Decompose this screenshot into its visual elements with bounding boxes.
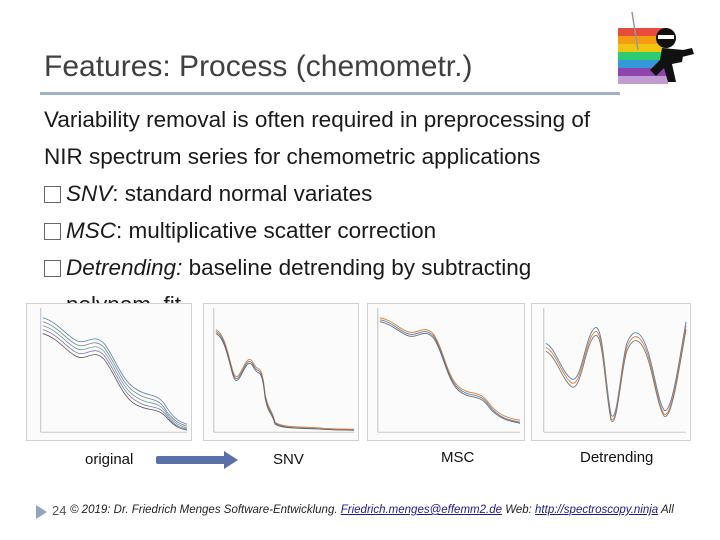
snv-spectra-image [203,303,359,441]
checkbox-bullet-icon [44,223,61,240]
footer-text: © 2019: Dr. Friedrich Menges Software-Entwicklung. Friedrich.menges@effemm2.de Web: http://spectroscopy.ninja All [70,504,674,516]
bullet-msc: MSC: multiplicative scatter correction [44,212,704,249]
bullet-desc: multiplicative scatter correction [122,218,437,243]
bullet-term: SNV [66,181,113,206]
email-link[interactable]: Friedrich.menges@effemm2.de [340,504,502,516]
msc-spectra-image [367,303,525,441]
caption-snv: SNV [273,451,304,468]
detrending-spectra-image [531,303,691,441]
caption-detrending: Detrending [580,449,654,466]
title-divider [40,92,620,95]
bullet-snv: SNV: standard normal variates [44,175,704,212]
website-link[interactable]: http://spectroscopy.ninja [535,504,659,516]
bullet-term: MSC [66,218,116,243]
bullet-desc: baseline detrending by subtracting [182,255,532,280]
bullet-term: Detrending: [66,255,183,280]
caption-msc: MSC [441,449,475,466]
intro-line-2: NIR spectrum series for chemometric applications [44,144,541,169]
intro-line-1: Variability removal is often required in preprocessing of [44,107,591,132]
triangle-marker-icon [36,505,47,519]
slide-title: Features: Process (chemometr.) [44,50,473,83]
caption-original: original [85,451,134,468]
checkbox-bullet-icon [44,260,61,277]
rainbow-ninja-logo [612,10,698,96]
slide-body [44,101,704,323]
right-arrow-icon [156,451,238,469]
bullet-detrending [44,249,704,286]
slide-footer [0,503,720,523]
original-spectra-image [26,303,192,441]
bullet-desc: standard normal variates [118,181,373,206]
page-number: 24 [52,503,67,518]
checkbox-bullet-icon [44,186,61,203]
